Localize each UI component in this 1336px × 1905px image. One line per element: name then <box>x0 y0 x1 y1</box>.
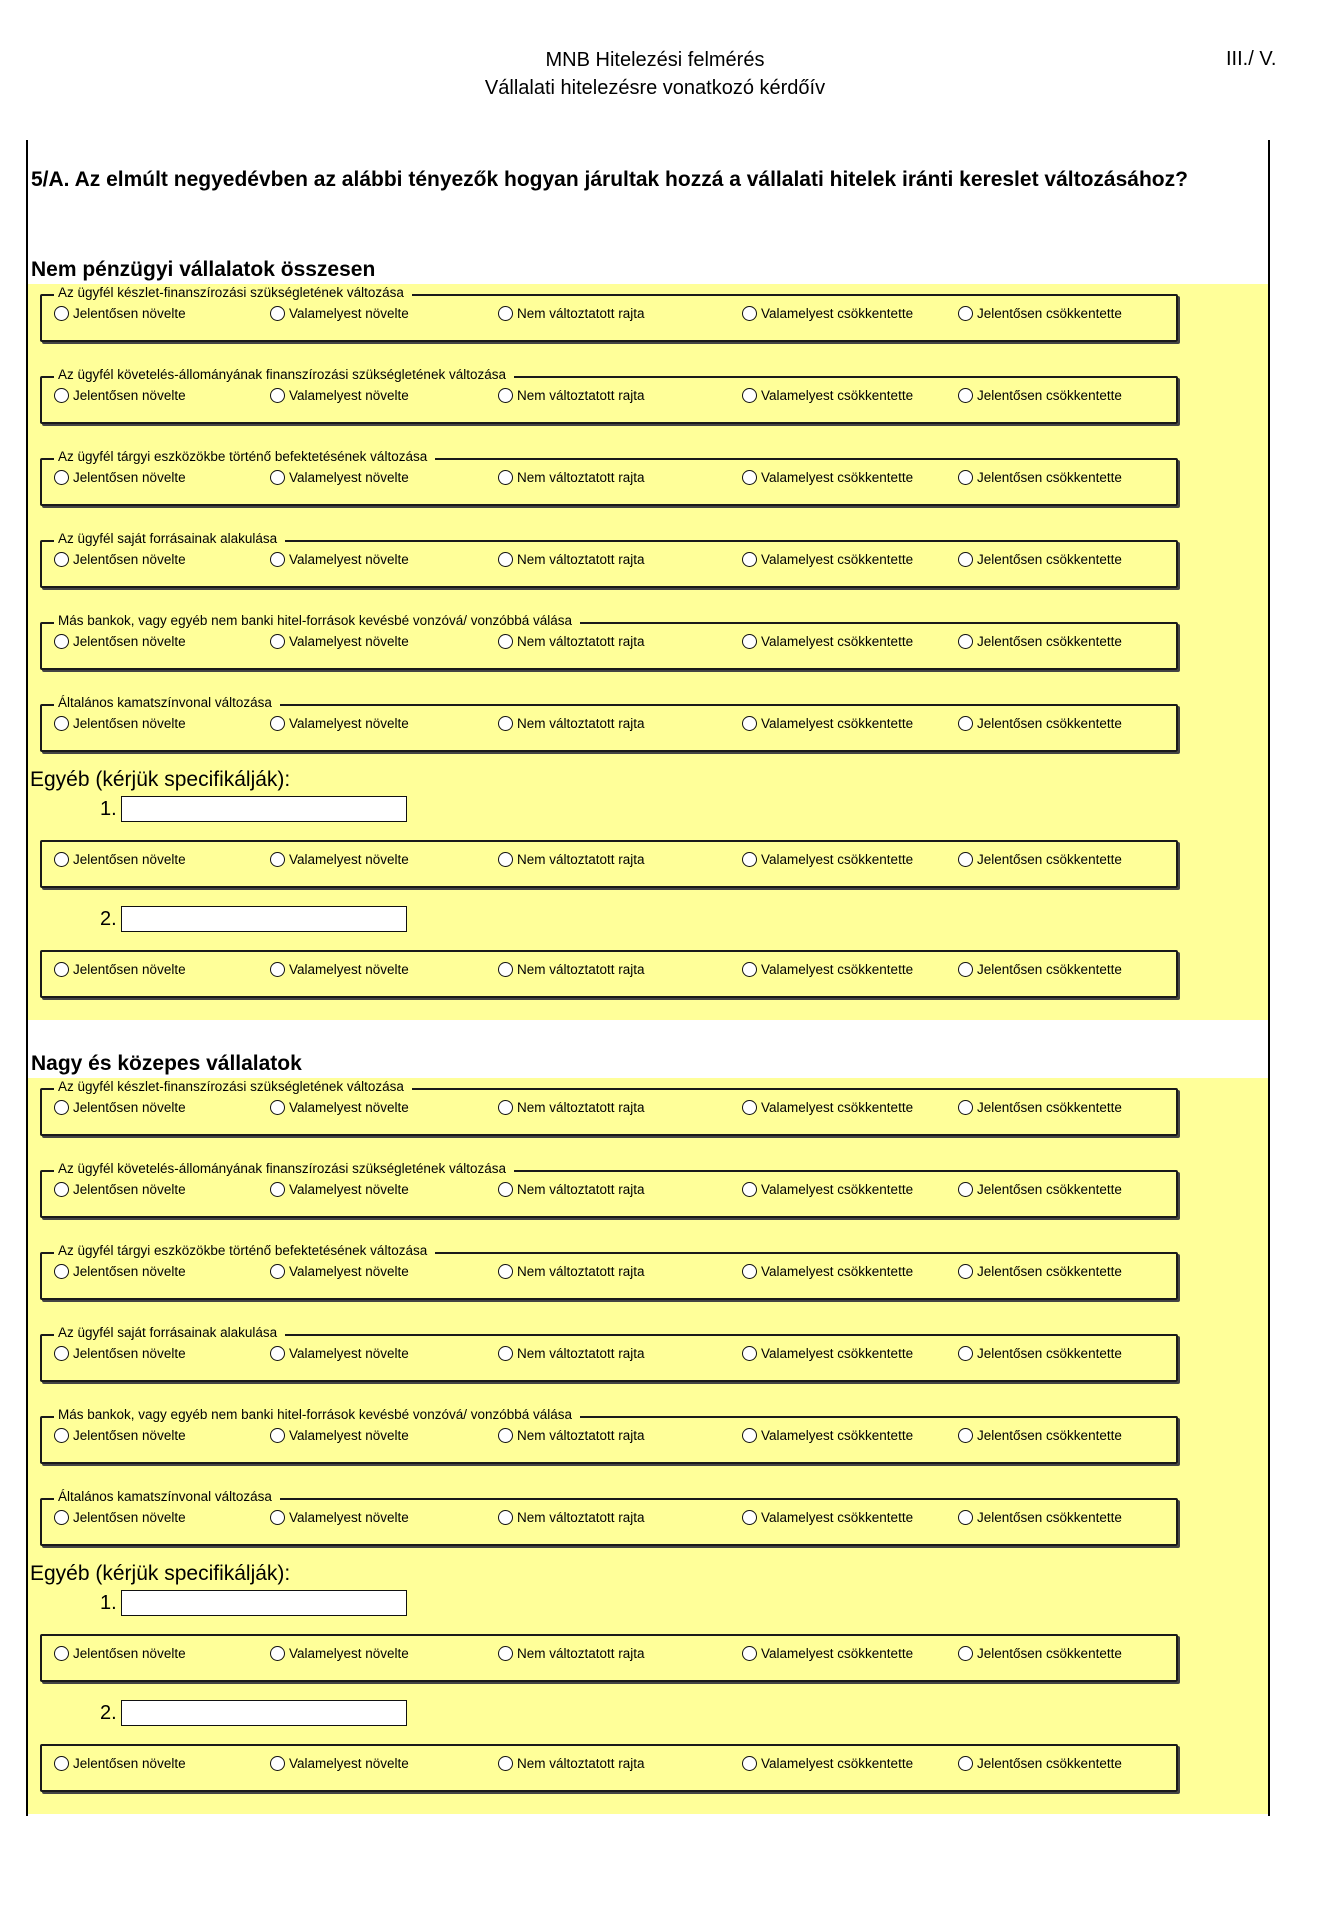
radio-option-label: Nem változtatott rajta <box>517 1510 645 1525</box>
radio-option-5[interactable] <box>958 306 1122 321</box>
radio-option-label: Nem változtatott rajta <box>517 1182 645 1197</box>
radio-option-label: Jelentősen növelte <box>73 1756 186 1771</box>
factor-group-other-2 <box>40 940 1178 998</box>
radio-option-5[interactable] <box>958 1182 1122 1197</box>
radio-button[interactable] <box>958 388 973 403</box>
factor-group-2 <box>40 366 1178 424</box>
radio-option-label: Valamelyest csökkentette <box>761 634 914 649</box>
radio-option-label: Valamelyest csökkentette <box>761 1100 914 1115</box>
radio-button[interactable] <box>742 716 757 731</box>
other-factors-title: Egyéb (kérjük specifikálják): <box>30 1562 291 1585</box>
factor-group-6 <box>40 694 1178 752</box>
radio-option-3[interactable] <box>498 1510 645 1525</box>
radio-option-4[interactable] <box>742 1756 913 1771</box>
radio-option-3[interactable] <box>498 1646 645 1661</box>
radio-button[interactable] <box>742 1264 757 1279</box>
radio-option-2[interactable] <box>270 1100 409 1115</box>
radio-option-3[interactable] <box>498 1182 645 1197</box>
radio-button[interactable] <box>54 716 69 731</box>
radio-option-label: Valamelyest növelte <box>289 1264 409 1279</box>
radio-button[interactable] <box>498 634 513 649</box>
radio-button[interactable] <box>742 1510 757 1525</box>
radio-option-4[interactable] <box>742 1646 913 1661</box>
radio-option-label: Jelentősen csökkentette <box>977 1756 1122 1771</box>
radio-option-3[interactable] <box>498 552 645 567</box>
radio-option-5[interactable] <box>958 962 1122 977</box>
radio-option-3[interactable] <box>498 634 645 649</box>
radio-option-label: Nem változtatott rajta <box>517 306 645 321</box>
radio-option-2[interactable] <box>270 962 409 977</box>
radio-button[interactable] <box>958 634 973 649</box>
radio-button[interactable] <box>54 962 69 977</box>
radio-button[interactable] <box>742 1100 757 1115</box>
radio-option-label: Valamelyest növelte <box>289 1428 409 1443</box>
radio-option-5[interactable] <box>958 1646 1122 1661</box>
radio-option-label: Valamelyest csökkentette <box>761 852 914 867</box>
radio-button[interactable] <box>54 470 69 485</box>
radio-option-4[interactable] <box>742 1182 913 1197</box>
radio-option-label: Valamelyest növelte <box>289 470 409 485</box>
factor-label: Más bankok, vagy egyéb nem banki hitel-források kevésbé vonzóvá/ vonzóbbá válása <box>54 613 580 629</box>
radio-option-label: Jelentősen növelte <box>73 852 186 867</box>
radio-option-label: Nem változtatott rajta <box>517 1100 645 1115</box>
radio-button[interactable] <box>54 852 69 867</box>
radio-option-label: Jelentősen csökkentette <box>977 1346 1122 1361</box>
radio-button[interactable] <box>270 552 285 567</box>
other-item-number: 2. <box>100 908 117 930</box>
radio-button[interactable] <box>498 306 513 321</box>
radio-button[interactable] <box>498 1346 513 1361</box>
radio-option-4[interactable] <box>742 1100 913 1115</box>
radio-option-5[interactable] <box>958 716 1122 731</box>
radio-option-label: Valamelyest csökkentette <box>761 962 914 977</box>
radio-option-label: Jelentősen növelte <box>73 1346 186 1361</box>
factor-group-other-1 <box>40 830 1178 888</box>
radio-button[interactable] <box>54 634 69 649</box>
factor-group-5 <box>40 1406 1178 1464</box>
radio-option-4[interactable] <box>742 552 913 567</box>
radio-option-label: Jelentősen növelte <box>73 1100 186 1115</box>
radio-button[interactable] <box>498 388 513 403</box>
radio-option-label: Jelentősen növelte <box>73 716 186 731</box>
radio-option-label: Jelentősen növelte <box>73 1510 186 1525</box>
radio-option-5[interactable] <box>958 1100 1122 1115</box>
factor-label: Az ügyfél tárgyi eszközökbe történő befektetésének változása <box>54 449 435 465</box>
survey-subtitle: Vállalati hitelezésre vonatkozó kérdőív <box>484 77 826 99</box>
radio-option-label: Nem változtatott rajta <box>517 388 645 403</box>
radio-option-label: Jelentősen csökkentette <box>977 1428 1122 1443</box>
radio-option-4[interactable] <box>742 388 913 403</box>
radio-option-label: Jelentősen csökkentette <box>977 852 1122 867</box>
factor-label: Az ügyfél készlet-finanszírozási szükségletének változása <box>54 285 412 301</box>
radio-button[interactable] <box>958 1428 973 1443</box>
section-title: Nagy és közepes vállalatok <box>28 1050 1268 1078</box>
radio-option-label: Valamelyest csökkentette <box>761 716 914 731</box>
factor-label: Az ügyfél saját forrásainak alakulása <box>54 531 285 547</box>
radio-button[interactable] <box>270 306 285 321</box>
radio-button[interactable] <box>498 1510 513 1525</box>
radio-option-4[interactable] <box>742 634 913 649</box>
radio-option-3[interactable] <box>498 1264 645 1279</box>
radio-button[interactable] <box>958 852 973 867</box>
radio-option-1[interactable] <box>54 1510 186 1525</box>
radio-option-label: Valamelyest növelte <box>289 1346 409 1361</box>
radio-option-1[interactable] <box>54 306 186 321</box>
radio-button[interactable] <box>498 1646 513 1661</box>
radio-option-5[interactable] <box>958 1756 1122 1771</box>
radio-button[interactable] <box>270 1428 285 1443</box>
radio-option-label: Nem változtatott rajta <box>517 1428 645 1443</box>
radio-button[interactable] <box>54 1646 69 1661</box>
other-factors-title: Egyéb (kérjük specifikálják): <box>30 768 291 791</box>
radio-option-1[interactable] <box>54 1646 186 1661</box>
radio-button[interactable] <box>742 1646 757 1661</box>
radio-option-4[interactable] <box>742 1264 913 1279</box>
radio-button[interactable] <box>958 1182 973 1197</box>
radio-option-label: Jelentősen csökkentette <box>977 1264 1122 1279</box>
page-number: III./ V. <box>1226 48 1277 70</box>
radio-button[interactable] <box>958 716 973 731</box>
radio-button[interactable] <box>742 962 757 977</box>
radio-button[interactable] <box>958 470 973 485</box>
radio-option-2[interactable] <box>270 716 409 731</box>
radio-option-label: Jelentősen csökkentette <box>977 634 1122 649</box>
radio-option-label: Valamelyest növelte <box>289 634 409 649</box>
radio-button[interactable] <box>498 716 513 731</box>
radio-option-label: Jelentősen növelte <box>73 306 186 321</box>
section-body <box>28 1078 1268 1814</box>
radio-button[interactable] <box>270 470 285 485</box>
radio-option-5[interactable] <box>958 1264 1122 1279</box>
factor-label: Más bankok, vagy egyéb nem banki hitel-források kevésbé vonzóvá/ vonzóbbá válása <box>54 1407 580 1423</box>
radio-button[interactable] <box>742 306 757 321</box>
radio-option-label: Valamelyest csökkentette <box>761 1756 914 1771</box>
radio-button[interactable] <box>498 1428 513 1443</box>
radio-option-label: Jelentősen növelte <box>73 962 186 977</box>
radio-option-label: Nem változtatott rajta <box>517 852 645 867</box>
other-factor-input[interactable] <box>121 1590 407 1616</box>
factor-group-1 <box>40 1078 1178 1136</box>
radio-option-label: Jelentősen növelte <box>73 470 186 485</box>
factor-label: Az ügyfél saját forrásainak alakulása <box>54 1325 285 1341</box>
radio-button[interactable] <box>742 1428 757 1443</box>
radio-option-label: Valamelyest csökkentette <box>761 1346 914 1361</box>
radio-button[interactable] <box>498 1756 513 1771</box>
factor-group-3 <box>40 1242 1178 1300</box>
radio-option-label: Valamelyest csökkentette <box>761 1428 914 1443</box>
radio-option-2[interactable] <box>270 1182 409 1197</box>
radio-option-label: Valamelyest csökkentette <box>761 1510 914 1525</box>
factor-group-5 <box>40 612 1178 670</box>
document-header <box>0 46 1310 102</box>
radio-option-label: Jelentősen növelte <box>73 1646 186 1661</box>
radio-button[interactable] <box>958 1510 973 1525</box>
radio-option-label: Valamelyest csökkentette <box>761 1264 914 1279</box>
radio-option-5[interactable] <box>958 634 1122 649</box>
radio-option-3[interactable] <box>498 962 645 977</box>
radio-option-1[interactable] <box>54 716 186 731</box>
other-item-number: 1. <box>100 798 117 820</box>
factor-group-3 <box>40 448 1178 506</box>
radio-option-4[interactable] <box>742 1428 913 1443</box>
radio-option-label: Valamelyest növelte <box>289 306 409 321</box>
radio-option-4[interactable] <box>742 962 913 977</box>
radio-option-5[interactable] <box>958 388 1122 403</box>
radio-option-label: Jelentősen növelte <box>73 1182 186 1197</box>
radio-button[interactable] <box>270 852 285 867</box>
radio-button[interactable] <box>958 1100 973 1115</box>
radio-button[interactable] <box>270 1646 285 1661</box>
radio-button[interactable] <box>498 552 513 567</box>
radio-button[interactable] <box>958 1646 973 1661</box>
radio-option-2[interactable] <box>270 388 409 403</box>
radio-option-label: Jelentősen növelte <box>73 552 186 567</box>
radio-option-3[interactable] <box>498 852 645 867</box>
radio-option-5[interactable] <box>958 1510 1122 1525</box>
factor-group-1 <box>40 284 1178 342</box>
radio-option-5[interactable] <box>958 470 1122 485</box>
radio-option-3[interactable] <box>498 1100 645 1115</box>
radio-option-4[interactable] <box>742 470 913 485</box>
radio-option-2[interactable] <box>270 1428 409 1443</box>
radio-button[interactable] <box>270 1100 285 1115</box>
radio-option-label: Nem változtatott rajta <box>517 716 645 731</box>
radio-button[interactable] <box>958 1756 973 1771</box>
radio-button[interactable] <box>742 552 757 567</box>
other-item-number: 1. <box>100 1592 117 1614</box>
factor-group-6 <box>40 1488 1178 1546</box>
radio-button[interactable] <box>270 634 285 649</box>
radio-button[interactable] <box>54 1510 69 1525</box>
radio-option-label: Nem változtatott rajta <box>517 1346 645 1361</box>
radio-button[interactable] <box>498 962 513 977</box>
radio-button[interactable] <box>742 1756 757 1771</box>
radio-option-label: Nem változtatott rajta <box>517 962 645 977</box>
radio-option-1[interactable] <box>54 852 186 867</box>
radio-button[interactable] <box>270 1182 285 1197</box>
radio-option-label: Valamelyest növelte <box>289 388 409 403</box>
radio-option-label: Jelentősen csökkentette <box>977 470 1122 485</box>
radio-button[interactable] <box>270 1510 285 1525</box>
radio-button[interactable] <box>54 1182 69 1197</box>
radio-button[interactable] <box>498 1100 513 1115</box>
other-item-number: 2. <box>100 1702 117 1724</box>
radio-option-3[interactable] <box>498 306 645 321</box>
radio-option-label: Nem változtatott rajta <box>517 1646 645 1661</box>
radio-option-1[interactable] <box>54 1100 186 1115</box>
radio-option-1[interactable] <box>54 634 186 649</box>
section-title: Nem pénzügyi vállalatok összesen <box>28 256 1268 284</box>
factor-label: Az ügyfél követelés-állományának finanszírozási szükségletének változása <box>54 367 514 383</box>
radio-option-label: Jelentősen csökkentette <box>977 1646 1122 1661</box>
radio-option-label: Jelentősen csökkentette <box>977 962 1122 977</box>
radio-option-label: Jelentősen csökkentette <box>977 1182 1122 1197</box>
radio-option-label: Jelentősen csökkentette <box>977 716 1122 731</box>
factor-label: Általános kamatszínvonal változása <box>54 1489 280 1505</box>
factor-group-other-2 <box>40 1734 1178 1792</box>
radio-option-2[interactable] <box>270 1756 409 1771</box>
radio-option-2[interactable] <box>270 1346 409 1361</box>
radio-option-1[interactable] <box>54 1182 186 1197</box>
radio-button[interactable] <box>742 470 757 485</box>
radio-option-3[interactable] <box>498 1756 645 1771</box>
section-non-financial-total <box>28 256 1268 1020</box>
radio-option-5[interactable] <box>958 1428 1122 1443</box>
radio-option-2[interactable] <box>270 852 409 867</box>
radio-option-2[interactable] <box>270 1264 409 1279</box>
radio-button[interactable] <box>270 1264 285 1279</box>
factor-label: Az ügyfél tárgyi eszközökbe történő befektetésének változása <box>54 1243 435 1259</box>
radio-option-label: Valamelyest növelte <box>289 1182 409 1197</box>
radio-button[interactable] <box>270 388 285 403</box>
radio-option-label: Nem változtatott rajta <box>517 1756 645 1771</box>
survey-title: MNB Hitelezési felmérés <box>545 49 765 71</box>
radio-option-5[interactable] <box>958 552 1122 567</box>
question-title: 5/A. Az elmúlt negyedévben az alábbi tényezők hogyan járultak hozzá a vállalati hitelek iránti kereslet változásához? <box>31 168 1188 191</box>
radio-option-label: Nem változtatott rajta <box>517 552 645 567</box>
radio-option-3[interactable] <box>498 388 645 403</box>
factor-label: Az ügyfél követelés-állományának finanszírozási szükségletének változása <box>54 1161 514 1177</box>
radio-button[interactable] <box>270 1346 285 1361</box>
radio-option-label: Jelentősen csökkentette <box>977 1100 1122 1115</box>
radio-option-2[interactable] <box>270 306 409 321</box>
radio-option-1[interactable] <box>54 1428 186 1443</box>
radio-option-1[interactable] <box>54 1346 186 1361</box>
radio-option-label: Valamelyest növelte <box>289 1646 409 1661</box>
radio-button[interactable] <box>54 1428 69 1443</box>
radio-button[interactable] <box>498 1264 513 1279</box>
factor-label: Általános kamatszínvonal változása <box>54 695 280 711</box>
radio-option-4[interactable] <box>742 1510 913 1525</box>
radio-button[interactable] <box>742 1346 757 1361</box>
radio-option-3[interactable] <box>498 1346 645 1361</box>
radio-option-label: Valamelyest növelte <box>289 962 409 977</box>
radio-option-3[interactable] <box>498 1428 645 1443</box>
radio-option-2[interactable] <box>270 470 409 485</box>
radio-option-label: Valamelyest növelte <box>289 1756 409 1771</box>
radio-option-label: Valamelyest csökkentette <box>761 388 914 403</box>
radio-button[interactable] <box>958 962 973 977</box>
radio-option-label: Jelentősen növelte <box>73 1264 186 1279</box>
radio-option-2[interactable] <box>270 634 409 649</box>
radio-button[interactable] <box>54 306 69 321</box>
radio-option-label: Valamelyest növelte <box>289 1100 409 1115</box>
radio-button[interactable] <box>498 1182 513 1197</box>
radio-option-4[interactable] <box>742 306 913 321</box>
radio-button[interactable] <box>958 306 973 321</box>
radio-option-label: Valamelyest növelte <box>289 552 409 567</box>
radio-button[interactable] <box>270 716 285 731</box>
radio-option-label: Nem változtatott rajta <box>517 470 645 485</box>
radio-option-label: Valamelyest növelte <box>289 1510 409 1525</box>
radio-button[interactable] <box>742 1182 757 1197</box>
radio-option-2[interactable] <box>270 1646 409 1661</box>
factor-group-4 <box>40 530 1178 588</box>
section-large-medium <box>28 1050 1268 1814</box>
radio-button[interactable] <box>742 634 757 649</box>
radio-option-label: Nem változtatott rajta <box>517 634 645 649</box>
radio-option-label: Jelentősen növelte <box>73 634 186 649</box>
radio-option-label: Jelentősen csökkentette <box>977 388 1122 403</box>
other-factor-input[interactable] <box>121 906 407 932</box>
radio-button[interactable] <box>742 852 757 867</box>
radio-option-1[interactable] <box>54 962 186 977</box>
radio-option-4[interactable] <box>742 1346 913 1361</box>
radio-option-label: Jelentősen növelte <box>73 388 186 403</box>
radio-button[interactable] <box>742 388 757 403</box>
radio-option-label: Valamelyest csökkentette <box>761 1182 914 1197</box>
radio-option-label: Jelentősen csökkentette <box>977 306 1122 321</box>
radio-button[interactable] <box>54 1100 69 1115</box>
radio-button[interactable] <box>958 1346 973 1361</box>
other-factor-input[interactable] <box>121 796 407 822</box>
radio-option-4[interactable] <box>742 852 913 867</box>
radio-option-2[interactable] <box>270 552 409 567</box>
other-factor-input[interactable] <box>121 1700 407 1726</box>
radio-button[interactable] <box>54 1756 69 1771</box>
radio-option-3[interactable] <box>498 716 645 731</box>
radio-option-label: Valamelyest növelte <box>289 852 409 867</box>
radio-option-3[interactable] <box>498 470 645 485</box>
section-body <box>28 284 1268 1020</box>
radio-option-label: Valamelyest csökkentette <box>761 306 914 321</box>
factor-group-4 <box>40 1324 1178 1382</box>
radio-option-1[interactable] <box>54 1264 186 1279</box>
radio-option-label: Jelentősen növelte <box>73 1428 186 1443</box>
radio-button[interactable] <box>54 1264 69 1279</box>
radio-button[interactable] <box>54 388 69 403</box>
radio-button[interactable] <box>498 470 513 485</box>
radio-button[interactable] <box>958 1264 973 1279</box>
radio-option-label: Valamelyest csökkentette <box>761 470 914 485</box>
radio-button[interactable] <box>270 962 285 977</box>
radio-option-1[interactable] <box>54 552 186 567</box>
radio-option-5[interactable] <box>958 852 1122 867</box>
radio-option-4[interactable] <box>742 716 913 731</box>
radio-option-5[interactable] <box>958 1346 1122 1361</box>
factor-group-2 <box>40 1160 1178 1218</box>
factor-label: Az ügyfél készlet-finanszírozási szükségletének változása <box>54 1079 412 1095</box>
radio-option-1[interactable] <box>54 470 186 485</box>
radio-option-label: Valamelyest növelte <box>289 716 409 731</box>
radio-option-label: Valamelyest csökkentette <box>761 552 914 567</box>
radio-button[interactable] <box>54 552 69 567</box>
radio-option-1[interactable] <box>54 1756 186 1771</box>
radio-option-2[interactable] <box>270 1510 409 1525</box>
radio-button[interactable] <box>270 1756 285 1771</box>
radio-button[interactable] <box>498 852 513 867</box>
radio-option-1[interactable] <box>54 388 186 403</box>
factor-group-other-1 <box>40 1624 1178 1682</box>
radio-option-label: Jelentősen csökkentette <box>977 1510 1122 1525</box>
radio-option-label: Valamelyest csökkentette <box>761 1646 914 1661</box>
radio-button[interactable] <box>54 1346 69 1361</box>
radio-button[interactable] <box>958 552 973 567</box>
radio-option-label: Nem változtatott rajta <box>517 1264 645 1279</box>
radio-option-label: Jelentősen csökkentette <box>977 552 1122 567</box>
